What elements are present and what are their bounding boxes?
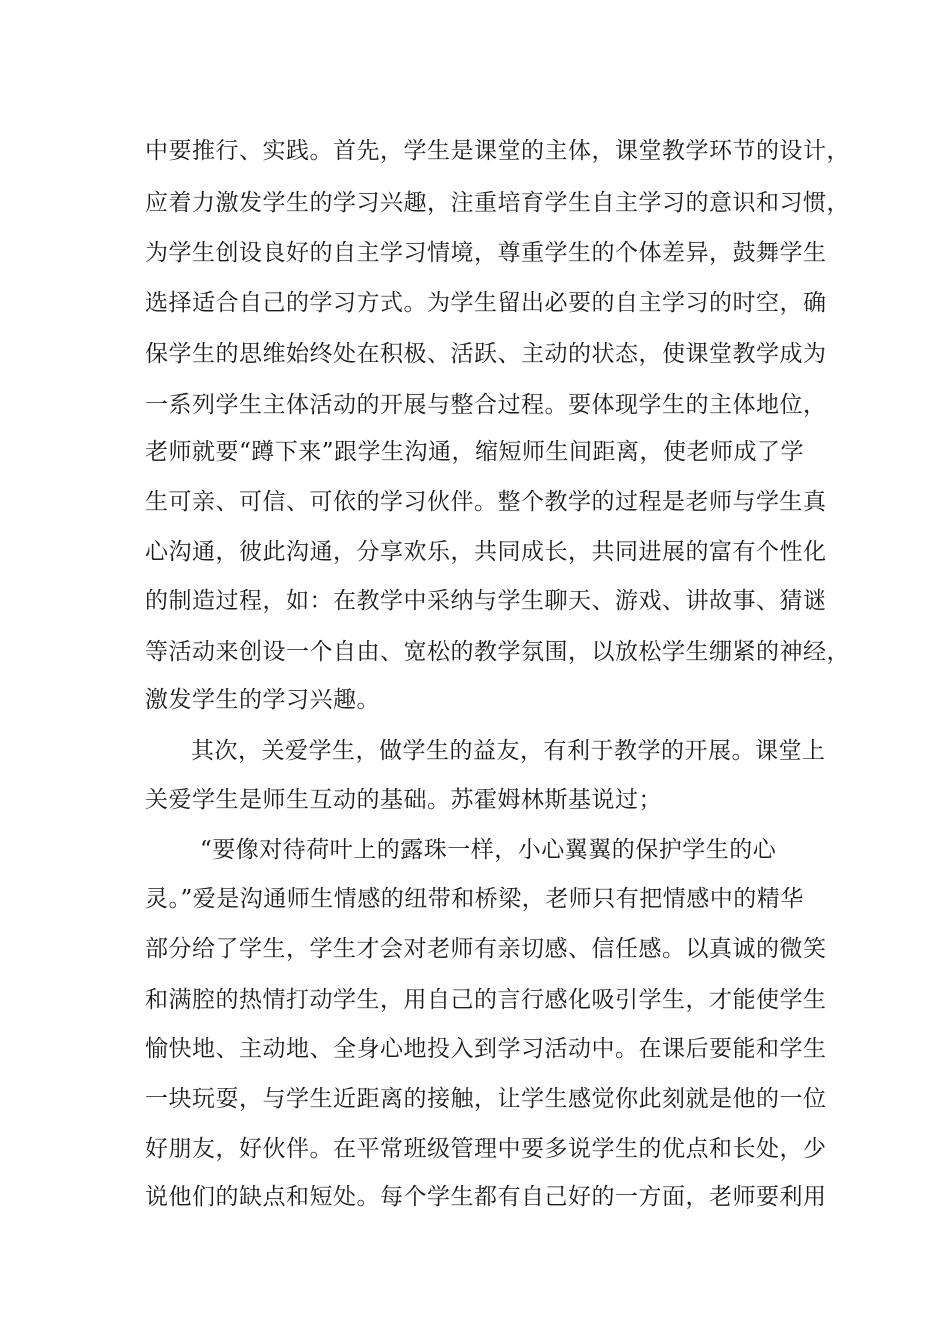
text-line: 一系列学生主体活动的开展与整合过程。要体现学生的主体地位， [145,392,827,418]
text-line: 愉快地、主动地、全身心地投入到学习活动中。在课后要能和学生 [145,1036,827,1062]
text-line: 灵。”爱是沟通师生情感的纽带和桥梁，老师只有把情感中的精华 [145,886,804,912]
text-line: 老师就要“蹲下来”跟学生沟通，缩短师生间距离，使老师成了学 [145,439,805,465]
text-line: 生可亲、可信、可依的学习伙伴。整个教学的过程是老师与学生真 [145,489,827,515]
text-line: “要像对待荷叶上的露珠一样，小心翼翼的保护学生的心 [200,837,777,863]
text-line: 保学生的思维始终处在积极、活跃、主动的状态，使课堂教学成为 [145,341,827,367]
text-line: 为学生创设良好的自主学习情境，尊重学生的个体差异，鼓舞学生 [145,240,827,266]
text-line: 说他们的缺点和短处。每个学生都有自己好的一方面，老师要利用 [145,1184,827,1210]
text-line: 和满腔的热情打动学生，用自己的言行感化吸引学生，才能使学生 [145,987,827,1013]
text-line: 选择适合自己的学习方式。为学生留出必要的自主学习的时空，确 [145,290,827,316]
text-line: 应着力激发学生的学习兴趣，注重培育学生自主学习的意识和习惯， [145,190,850,216]
text-line: 部分给了学生，学生才会对老师有亲切感、信任感。以真诚的微笑 [145,936,827,962]
text-line: 激发学生的学习兴趣。 [145,687,380,713]
text-line: 关爱学生是师生互动的基础。苏霍姆林斯基说过； [145,787,662,813]
text-line: 其次，关爱学生，做学生的益友，有利于教学的开展。课堂上 [191,738,826,764]
text-line: 中要推行、实践。首先，学生是课堂的主体，课堂教学环节的设计， [145,138,850,164]
text-line: 等活动来创设一个自由、宽松的教学氛围，以放松学生绷紧的神经， [145,639,850,665]
text-line: 好朋友，好伙伴。在平常班级管理中要多说学生的优点和长处，少 [145,1136,827,1162]
text-line: 心沟通，彼此沟通，分享欢乐，共同成长，共同进展的富有个性化 [145,539,827,565]
text-line: 一块玩耍，与学生近距离的接触，让学生感觉你此刻就是他的一位 [145,1086,827,1112]
text-line: 的制造过程，如：在教学中采纳与学生聊天、游戏、讲故事、猜谜 [145,588,827,614]
